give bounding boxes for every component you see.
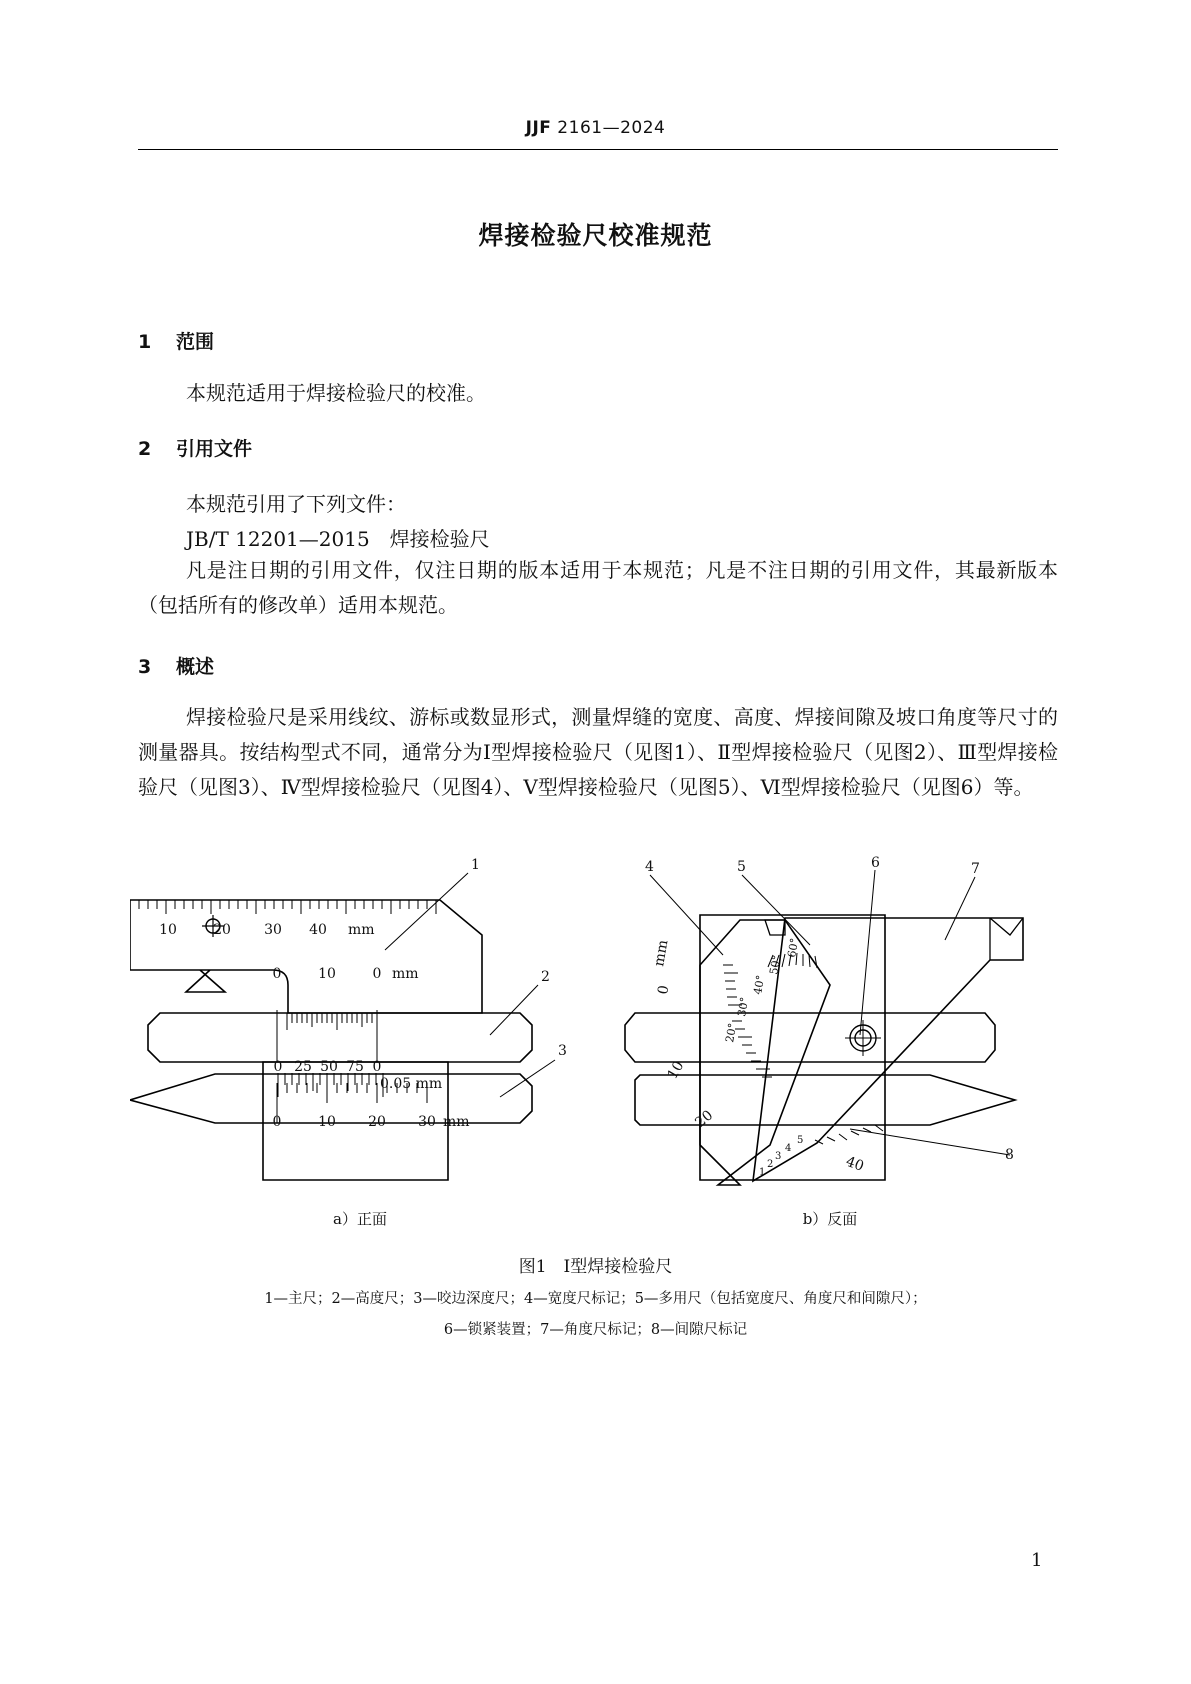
height-scale-unit: mm xyxy=(392,966,419,982)
undercut-scale-label: 0 xyxy=(272,1114,282,1130)
standard-code-number: 2161—2024 xyxy=(551,118,666,138)
back-lock-screw xyxy=(845,1020,881,1056)
front-scale-label: 30 xyxy=(264,922,282,938)
callout-number: 5 xyxy=(737,859,746,875)
width-mark-box xyxy=(765,920,785,935)
section-2-reference: JB/T 12201—2015 焊接检验尺 xyxy=(186,527,490,551)
width-scale-label: 0 xyxy=(655,984,673,996)
height-ruler-outline xyxy=(148,1013,532,1062)
section-1-heading xyxy=(138,327,214,354)
gap-scale-label: 3 xyxy=(775,1151,782,1162)
vernier-label: 50 xyxy=(320,1059,338,1075)
figure-legend-line-2: 6—锁紧装置；7—角度尺标记；8—间隙尺标记 xyxy=(443,1322,748,1338)
callout-number: 1 xyxy=(471,857,480,873)
gap-scale-40-label: 40 xyxy=(843,1153,866,1175)
subfigure-b-label: b）反面 xyxy=(802,1210,858,1228)
standard-code-prefix: JJF xyxy=(525,118,552,138)
figure-caption: 图1 Ⅰ型焊接检验尺 xyxy=(518,1257,673,1277)
main-ruler-outline xyxy=(130,900,482,1013)
figure-back-view xyxy=(605,855,1065,1200)
vernier-label: 25 xyxy=(294,1059,312,1075)
callout-number: 3 xyxy=(558,1043,567,1059)
angle-scale-label: 40° xyxy=(751,974,768,996)
width-scale-label: 20 xyxy=(692,1107,717,1132)
section-title: 概述 xyxy=(176,656,215,678)
front-scale-unit: mm xyxy=(348,922,375,938)
header-rule xyxy=(138,149,1058,150)
undercut-scale-label: 10 xyxy=(318,1114,336,1130)
page-number: 1 xyxy=(1031,1550,1043,1571)
section-number: 3 xyxy=(138,656,152,678)
angle-scale-label: 50° xyxy=(767,954,784,976)
gap-scale-label: 2 xyxy=(767,1159,774,1170)
running-header xyxy=(0,118,1191,138)
undercut-scale-label: 30 xyxy=(418,1114,436,1130)
subfigure-a-label: a）正面 xyxy=(333,1210,387,1228)
section-1-paragraph: 本规范适用于焊接检验尺的校准。 xyxy=(186,381,486,405)
angle-scale-label: 20° xyxy=(723,1022,740,1044)
callout-leader-8 xyxy=(850,1129,1010,1155)
callout-number: 8 xyxy=(1005,1147,1014,1163)
front-scale-label: 40 xyxy=(309,922,327,938)
height-scale-label: 10 xyxy=(318,966,336,982)
document-title: 焊接检验尺校准规范 xyxy=(478,221,713,250)
height-ruler-scale xyxy=(287,1013,377,1030)
width-scale-unit: mm xyxy=(651,938,672,968)
height-scale-label: 0 xyxy=(272,966,282,982)
section-2-intro: 本规范引用了下列文件： xyxy=(186,492,406,516)
callout-number: 2 xyxy=(541,969,550,985)
main-ruler-scale xyxy=(130,900,436,914)
section-title: 范围 xyxy=(176,331,215,353)
callout-number: 6 xyxy=(871,855,880,871)
width-ruler-outline xyxy=(700,920,830,1185)
callout-leader-7 xyxy=(945,877,975,940)
angle-mark-box xyxy=(990,918,1023,960)
callout-number: 4 xyxy=(645,859,654,875)
section-2-paragraph: 凡是注日期的引用文件，仅注日期的版本适用于本规范；凡是不注日期的引用文件，其最新版本（包括所有的修改单）适用本规范。 xyxy=(138,558,1058,617)
height-scale-label: 0 xyxy=(372,966,382,982)
gap-scale-label: 4 xyxy=(785,1143,792,1154)
back-undercut-ruler xyxy=(635,1075,1015,1125)
figure-front-view xyxy=(130,855,590,1200)
figure-legend-line-1: 1—主尺；2—高度尺；3—咬边深度尺；4—宽度尺标记；5—多用尺（包括宽度尺、角度尺和间隙尺）； xyxy=(264,1291,927,1307)
vernier-label: 75 xyxy=(346,1059,364,1075)
undercut-scale-label: 20 xyxy=(368,1114,386,1130)
section-title: 引用文件 xyxy=(176,438,253,460)
callout-number: 7 xyxy=(971,861,980,877)
section-3-paragraph: 焊接检验尺是采用线纹、游标或数显形式，测量焊缝的宽度、高度、焊接间隙及坡口角度等尺寸的测量器具。按结构型式不同，通常分为Ⅰ型焊接检验尺（见图1）、Ⅱ型焊接检验尺（见图2）、Ⅲ型焊接检验尺（见图3）、Ⅳ型焊接检验尺（见图4）、Ⅴ型焊接检验尺（见图5）、Ⅵ型焊接检验尺（见图6）等。 xyxy=(138,705,1058,799)
angle-scale-label: 60° xyxy=(785,937,802,959)
vernier-unit: 0.05 mm xyxy=(380,1076,443,1092)
callout-leader-1 xyxy=(385,873,468,950)
section-3-heading xyxy=(138,652,214,679)
undercut-scale-unit: mm xyxy=(443,1114,470,1130)
gap-scale-label: 5 xyxy=(797,1135,804,1146)
vernier-label: 0 xyxy=(372,1059,382,1075)
callout-leader-3 xyxy=(500,1060,555,1097)
callout-leader-6 xyxy=(860,870,875,1035)
section-number: 2 xyxy=(138,438,152,460)
front-scale-label: 20 xyxy=(213,922,231,938)
angle-scale-label: 30° xyxy=(735,996,752,1018)
callout-leader-2 xyxy=(490,985,538,1035)
vernier-label: 0 xyxy=(273,1059,283,1075)
section-2-heading xyxy=(138,434,252,461)
width-scale-label: 10 xyxy=(664,1058,688,1082)
gap-scale-label: 1 xyxy=(759,1167,766,1178)
section-number: 1 xyxy=(138,331,152,353)
front-scale-label: 10 xyxy=(159,922,177,938)
